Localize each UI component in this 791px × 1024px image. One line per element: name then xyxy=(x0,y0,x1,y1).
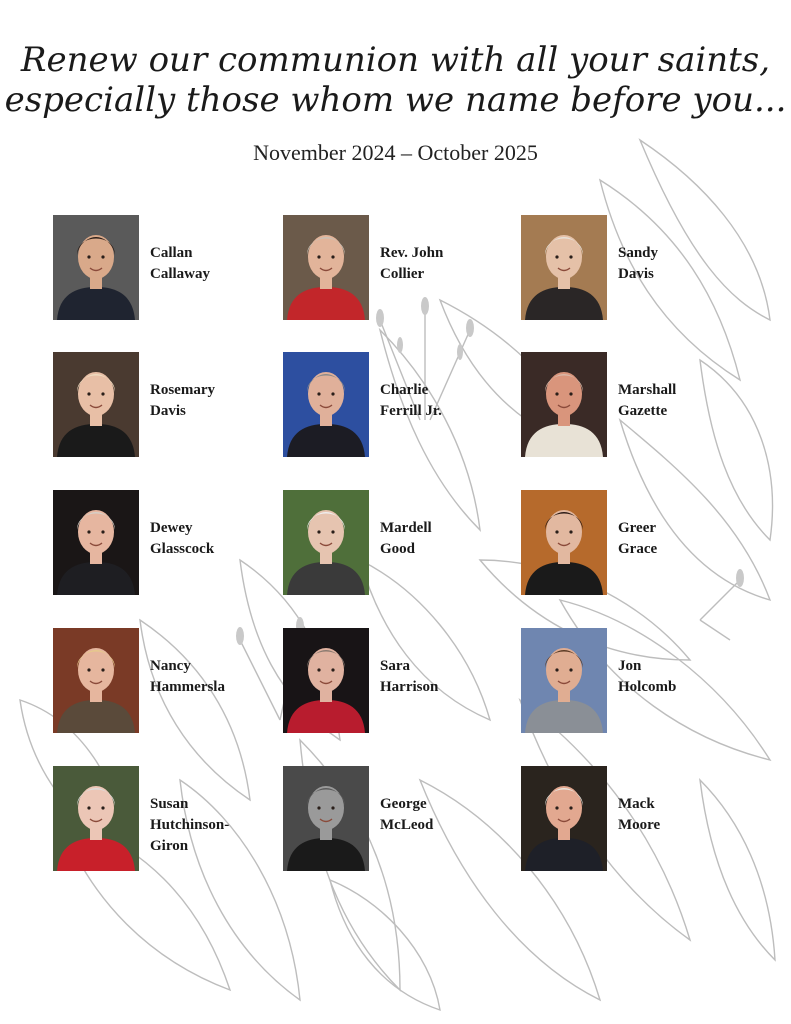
memorial-entry xyxy=(53,766,273,876)
person-name-line: Good xyxy=(380,541,416,557)
memorial-entry xyxy=(53,215,273,325)
heading-line-1: Renew our communion with all your saints, xyxy=(20,40,771,80)
portrait-photo xyxy=(521,628,607,733)
person-name xyxy=(380,243,500,285)
person-name-line: Ferrill Jr. xyxy=(380,403,442,419)
portrait-photo xyxy=(521,766,607,871)
portrait-photo xyxy=(521,352,607,457)
person-name-line: Rev. John xyxy=(380,245,444,261)
heading-line-2: especially those whom we name before you... xyxy=(4,80,787,120)
memorial-entry xyxy=(283,766,503,876)
portrait-photo xyxy=(283,490,369,595)
person-name-line: Hammersla xyxy=(150,679,225,695)
memorial-entry xyxy=(53,352,273,462)
person-name-line: Moore xyxy=(618,817,661,833)
person-name-line: Giron xyxy=(150,838,189,854)
person-name xyxy=(618,380,738,422)
person-name xyxy=(150,380,270,422)
person-name-line: Greer xyxy=(618,520,657,536)
person-name-line: Callan xyxy=(150,245,193,261)
person-name-line: Harrison xyxy=(380,679,439,695)
person-name-line: Mack xyxy=(618,796,655,812)
person-name xyxy=(150,518,270,560)
person-name xyxy=(380,380,500,422)
person-name-line: Sandy xyxy=(618,245,659,261)
memorial-entry xyxy=(283,215,503,325)
portrait-photo xyxy=(521,215,607,320)
person-name xyxy=(380,518,500,560)
date-range: November 2024 – October 2025 xyxy=(253,140,538,165)
portrait-photo xyxy=(283,352,369,457)
person-name-line: Holcomb xyxy=(618,679,677,695)
memorial-entry xyxy=(521,215,741,325)
memorial-entry xyxy=(283,352,503,462)
person-name-line: Gazette xyxy=(618,403,668,419)
person-name xyxy=(380,794,500,836)
person-name-line: Grace xyxy=(618,541,658,557)
person-name xyxy=(618,656,738,698)
memorial-entry xyxy=(283,490,503,600)
portrait-photo xyxy=(53,352,139,457)
person-name-line: Davis xyxy=(150,403,186,419)
person-name-line: George xyxy=(380,796,427,812)
portrait-photo xyxy=(53,766,139,871)
person-name-line: Collier xyxy=(380,266,425,282)
person-name xyxy=(618,794,738,836)
portrait-photo xyxy=(53,490,139,595)
person-name-line: Dewey xyxy=(150,520,193,536)
person-name-line: McLeod xyxy=(380,817,434,833)
memorial-entry xyxy=(53,628,273,738)
person-name-line: Jon xyxy=(618,658,642,674)
person-name-line: Nancy xyxy=(150,658,191,674)
portrait-photo xyxy=(283,628,369,733)
person-name-line: Sara xyxy=(380,658,410,674)
person-name-line: Mardell xyxy=(380,520,432,536)
person-name xyxy=(150,794,270,857)
portrait-photo xyxy=(283,766,369,871)
person-name-line: Rosemary xyxy=(150,382,215,398)
portrait-photo xyxy=(53,215,139,320)
person-name-line: Hutchinson- xyxy=(150,817,230,833)
person-name-line: Davis xyxy=(618,266,654,282)
memorial-entry xyxy=(521,352,741,462)
person-name xyxy=(618,518,738,560)
portrait-photo xyxy=(53,628,139,733)
portrait-photo xyxy=(521,490,607,595)
memorial-entry xyxy=(521,490,741,600)
memorial-entry xyxy=(521,628,741,738)
person-name-line: Susan xyxy=(150,796,189,812)
portrait-photo xyxy=(283,215,369,320)
person-name xyxy=(150,656,270,698)
prayer-heading xyxy=(0,40,791,120)
memorial-entry xyxy=(521,766,741,876)
memorial-entry xyxy=(283,628,503,738)
person-name xyxy=(150,243,270,285)
person-name-line: Glasscock xyxy=(150,541,215,557)
person-name-line: Marshall xyxy=(618,382,677,398)
person-name-line: Charlie xyxy=(380,382,429,398)
person-name-line: Callaway xyxy=(150,266,210,282)
person-name xyxy=(618,243,738,285)
memorial-entry xyxy=(53,490,273,600)
person-name xyxy=(380,656,500,698)
